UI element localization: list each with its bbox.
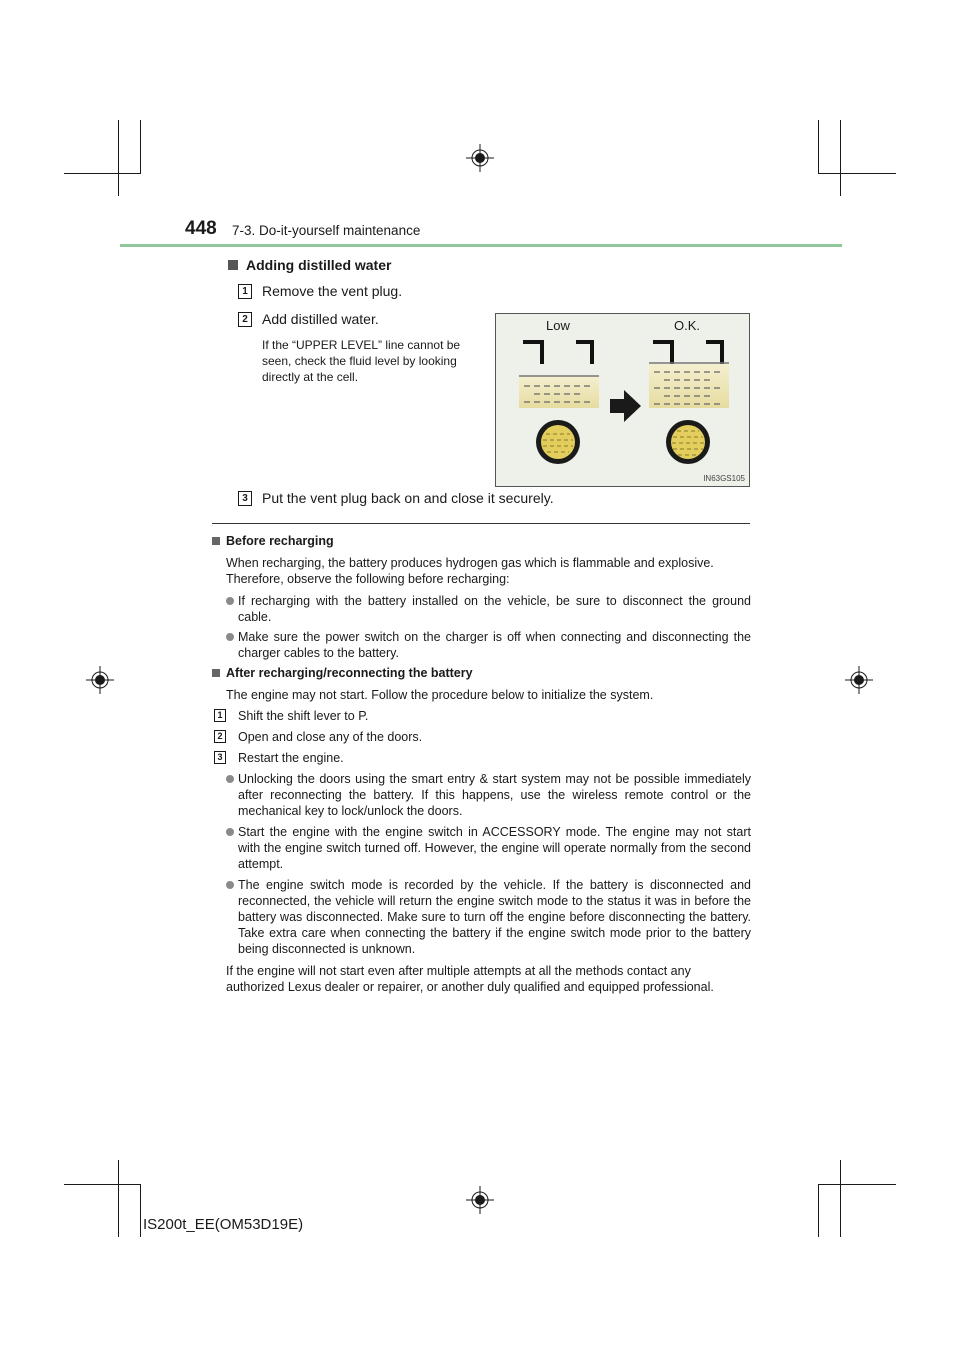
bullet-dot-icon [226, 828, 234, 836]
before-recharging-heading: Before recharging [212, 534, 334, 548]
step-number-badge: 3 [214, 751, 226, 764]
registration-mark-icon [466, 1186, 494, 1214]
bullet-text: Make sure the power switch on the charger is off when connecting and disconnecting the charger cables to the battery. [238, 630, 751, 660]
step-text: Open and close any of the doors. [238, 730, 423, 744]
bullet-text: Start the engine with the engine switch in ACCESSORY mode. The engine may not start with the engine switch turned off. However, the engine will operate normally from the second attempt. [238, 825, 751, 871]
bullet-dot-icon [226, 633, 234, 641]
step-number-badge: 3 [238, 491, 252, 506]
step-text: Add distilled water. [262, 311, 379, 327]
battery-level-illustration [495, 313, 750, 487]
step-number-badge: 2 [238, 312, 252, 327]
step-text: Shift the shift lever to P. [238, 709, 369, 723]
square-bullet-icon [228, 260, 238, 270]
header-rule [120, 244, 842, 247]
closing-paragraph: If the engine will not start even after multiple attempts at all the methods contact any authorized Lexus dealer or repairer, or another duly qualified and equipped professional. [226, 964, 714, 994]
section-title: 7-3. Do-it-yourself maintenance [232, 223, 421, 238]
bullet-text: The engine switch mode is recorded by the vehicle. If the battery is disconnected and reconnected, the vehicle will return the engine switch mode to the status it was in before the battery was disconnected. Make sure to turn off the engine before disconnecting the battery. Take extra care when connecting the battery if the engine switch mode prior to the battery being disconnected is unknown. [238, 878, 751, 956]
step-text: Remove the vent plug. [262, 283, 403, 299]
step-text: Put the vent plug back on and close it securely. [262, 490, 554, 506]
fluid-level-diagram [496, 314, 749, 486]
step-text: Restart the engine. [238, 751, 344, 765]
note-text: If the “UPPER LEVEL” line cannot be seen, check the fluid level by looking directly at the cell. [262, 338, 461, 384]
before-recharging-intro: When recharging, the battery produces hydrogen gas which is flammable and explosive. Therefore, observe the following before recharging: [226, 556, 714, 586]
adding-water-heading: Adding distilled water [228, 257, 391, 273]
low-label: Low [546, 318, 570, 333]
registration-mark-icon [86, 666, 114, 694]
step-number-badge: 1 [238, 284, 252, 299]
registration-mark-icon [845, 666, 873, 694]
after-recharging-heading: After recharging/reconnecting the battery [212, 666, 473, 680]
bullet-dot-icon [226, 597, 234, 605]
square-bullet-icon [212, 669, 220, 677]
figure-code: IN63GS105 [703, 474, 745, 483]
ok-label: O.K. [674, 318, 701, 333]
bullet-text: If recharging with the battery installed on the vehicle, be sure to disconnect the ground cable. [238, 594, 751, 624]
bullet-dot-icon [226, 775, 234, 783]
document-code: IS200t_EE(OM53D19E) [143, 1216, 304, 1233]
registration-mark-icon [466, 144, 494, 172]
bullet-text: Unlocking the doors using the smart entry & start system may not be possible immediately after reconnecting the battery. If this happens, use the wireless remote control or the mechanical key to lock/unlock the doors. [238, 772, 751, 818]
square-bullet-icon [212, 537, 220, 545]
section-divider [212, 523, 750, 524]
page-number: 448 [185, 218, 217, 239]
step-number-badge: 2 [214, 730, 226, 743]
step-number-badge: 1 [214, 709, 226, 722]
after-recharging-intro: The engine may not start. Follow the procedure below to initialize the system. [226, 688, 654, 702]
bullet-dot-icon [226, 881, 234, 889]
